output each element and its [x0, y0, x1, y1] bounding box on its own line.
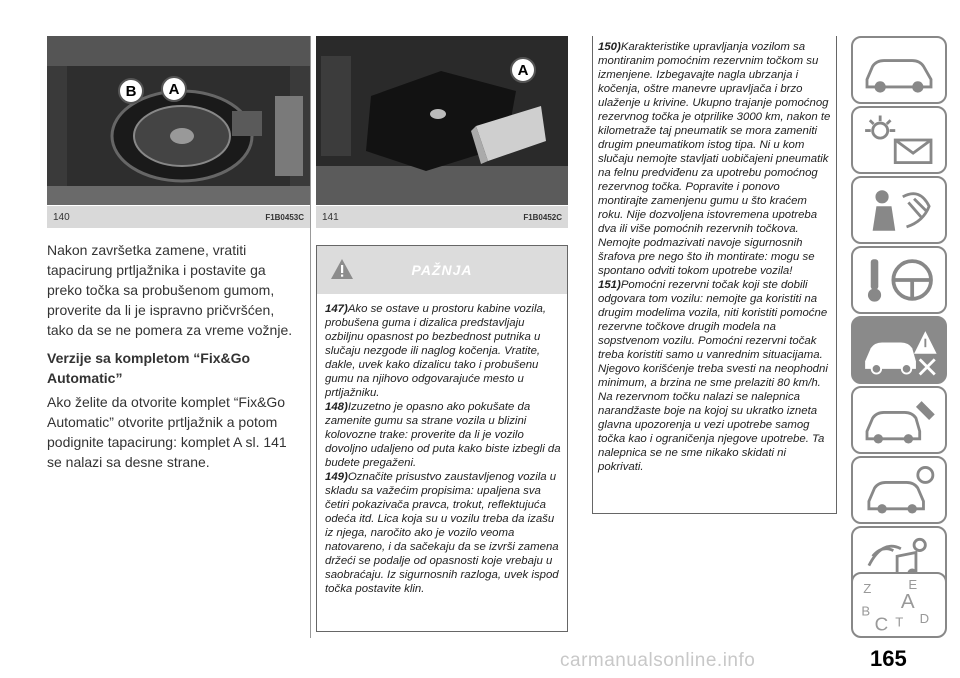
- figure-number: 140: [53, 211, 70, 223]
- warning-body: [325, 302, 561, 596]
- left-column: [47, 240, 302, 472]
- paragraph-replacement-done: Nakon završetka zamene, vratiti tapacirung prtljažnika i postavite ga preko točka sa probušenom gumom, proverite da li je ispravno pričvršćen, tako da se ne pomera za vreme vožnje.: [47, 242, 293, 338]
- technical-data-icon: [853, 458, 945, 522]
- warning-text: Pomoćni rezervni točak koji ste dobili odgovara tom vozilu: nemojte ga koristiti na drugim modelima vozila, niti koristiti pomoćne rezervne točkove drugih modela na sopstvenom vozilu. Pomoćni rezervni točak treba koristiti samo u vanrednim situacijama. Njegovo korišćenje treba svesti na neophodni minimum, a brzina ne sme prelaziti 80 km/h. Na rezervnom točku nalazi se nalepnica narandžaste boje na kojoj su ukratko izneta glavna upozorenja u vezi upotrebe samog točka kao i ograničenja njegove upotrebe. Ta nalepnica se ne sme nikako skidati ni pokrivati.: [598, 279, 828, 473]
- tab-index[interactable]: [851, 572, 947, 638]
- index-letter: D: [919, 610, 930, 626]
- warning-text: Izuzetno je opasno ako pokušate da zamenite gumu sa strane vozila u blizini kolovozne trake: proverite da li je vozilo dovoljno udaljeno od puta kako biste izbegli da budete pregaženi.: [325, 401, 561, 469]
- warning-header: [317, 246, 567, 294]
- index-icon: [853, 574, 945, 636]
- figure-code: F1B0453C: [265, 212, 304, 222]
- warning-number: 151): [598, 279, 621, 291]
- paragraph-fix-and-go: Ako želite da otvorite komplet “Fix&Go Automatic” otvorite prtljažnik a potom podignite tapacirung: komplet A sl. 141 se nalazi sa desne strane.: [47, 394, 287, 470]
- emergency-icon: [853, 318, 945, 382]
- heading-fix-and-go: Verzije sa kompletom “Fix&Go Automatic”: [47, 350, 251, 386]
- tab-starting-driving[interactable]: [851, 246, 947, 314]
- figure-141-caption: [316, 206, 568, 228]
- index-letter: Z: [863, 580, 872, 596]
- column-divider: [310, 36, 311, 638]
- tab-emergency[interactable]: [851, 316, 947, 384]
- warning-text: Označite prisustvo zaustavljenog vozila u skladu sa važećim propisima: upaljena sva četiri pokazivača pravca, trokut, reflektujuća odeća itd. Lica koja su u vozilu treba da izašu iz njega, naročito ako je vozilo veoma natovareno, i da sačekaju da se izvrši zamena držeći se podalje od opasnosti koje vrebaju u saobraćaju. Iz sigurnosnih razloga, uvek ispod točka postavite klin.: [325, 471, 559, 595]
- warning-continuation-box: [592, 36, 837, 514]
- car-icon: [853, 38, 945, 102]
- warning-item-148: [325, 400, 561, 470]
- warning-title: PAŽNJA: [411, 262, 473, 278]
- tab-maintenance[interactable]: [851, 386, 947, 454]
- figure-code: F1B0452C: [523, 212, 562, 222]
- warning-item-151: [598, 278, 832, 474]
- warning-item-149: [325, 470, 561, 596]
- index-letter: A: [900, 589, 915, 613]
- warning-number: 148): [325, 401, 348, 413]
- index-letter: C: [874, 613, 889, 635]
- tab-safety[interactable]: [851, 176, 947, 244]
- figure-141-callout-a: A: [510, 57, 536, 83]
- warning-text: Karakteristike upravljanja vozilom sa montiranim pomoćnim rezervnim točkom su izmenjene. Izbegavajte nagla ubrzanja i kočenja, oštre manevre upravljača i brzo ulaženje u krivine. Ukupno trajanje pomoćnog rezervnog točka je otprilike 3000 km, nakon te kilometraže taj pneumatik se mora zameniti drugim pneumatikom istog tipa. Ni u kom slučaju nemojte stavljati uobičajeni pneumatik na felnu predviđenu za upotrebu pomoćnog rezervnog točka. Popravite i ponovo montirajte zamenjenu gumu u što kraćem roku. Nije dozvoljena istovremena upotreba dva ili više pomoćnih rezervnih točkova. Nemojte podmazivati navoje sigurnosnih šrafova pre nego što ih montirate: mogu se spontano odviti tokom upotrebe vozila!: [598, 41, 831, 277]
- warning-continuation-body: [598, 40, 832, 474]
- watermark: carmanualsonline.info: [560, 650, 756, 671]
- maintenance-icon: [853, 388, 945, 452]
- figure-number: 141: [322, 211, 339, 223]
- index-letter: T: [895, 614, 904, 630]
- warning-number: 150): [598, 41, 621, 53]
- tab-car[interactable]: [851, 36, 947, 104]
- key-steering-icon: [853, 248, 945, 312]
- index-letter: E: [908, 577, 918, 593]
- trunk-spare-wheel-illustration: [47, 36, 310, 205]
- tab-dashboard-lights[interactable]: [851, 106, 947, 174]
- seatbelt-airbag-icon: [853, 178, 945, 242]
- figure-140-caption: [47, 206, 310, 228]
- warning-text: Ako se ostave u prostoru kabine vozila, probušena guma i dizalica predstavljaju ozbiljnu opasnost po bezbednost putnika u slučaju nezgode ili naglog kočenja. Vratite, dakle, uvek kako dizalicu tako i probušenu gumu na njihovo odgovarajuće mesto u prtljažniku.: [325, 303, 546, 399]
- dashboard-lights-icon: [853, 108, 945, 172]
- tab-technical-data[interactable]: [851, 456, 947, 524]
- warning-item-147: [325, 302, 561, 400]
- warning-triangle-icon: [330, 258, 354, 280]
- warning-number: 147): [325, 303, 348, 315]
- warning-number: 149): [325, 471, 348, 483]
- figure-140-callout-b: B: [118, 78, 144, 104]
- page-number: 165: [870, 646, 907, 671]
- warning-item-150: [598, 40, 832, 278]
- figure-140-callout-a: A: [161, 76, 187, 102]
- index-letter: B: [861, 603, 871, 619]
- warning-box: [316, 245, 568, 632]
- figure-140-image: [47, 36, 310, 205]
